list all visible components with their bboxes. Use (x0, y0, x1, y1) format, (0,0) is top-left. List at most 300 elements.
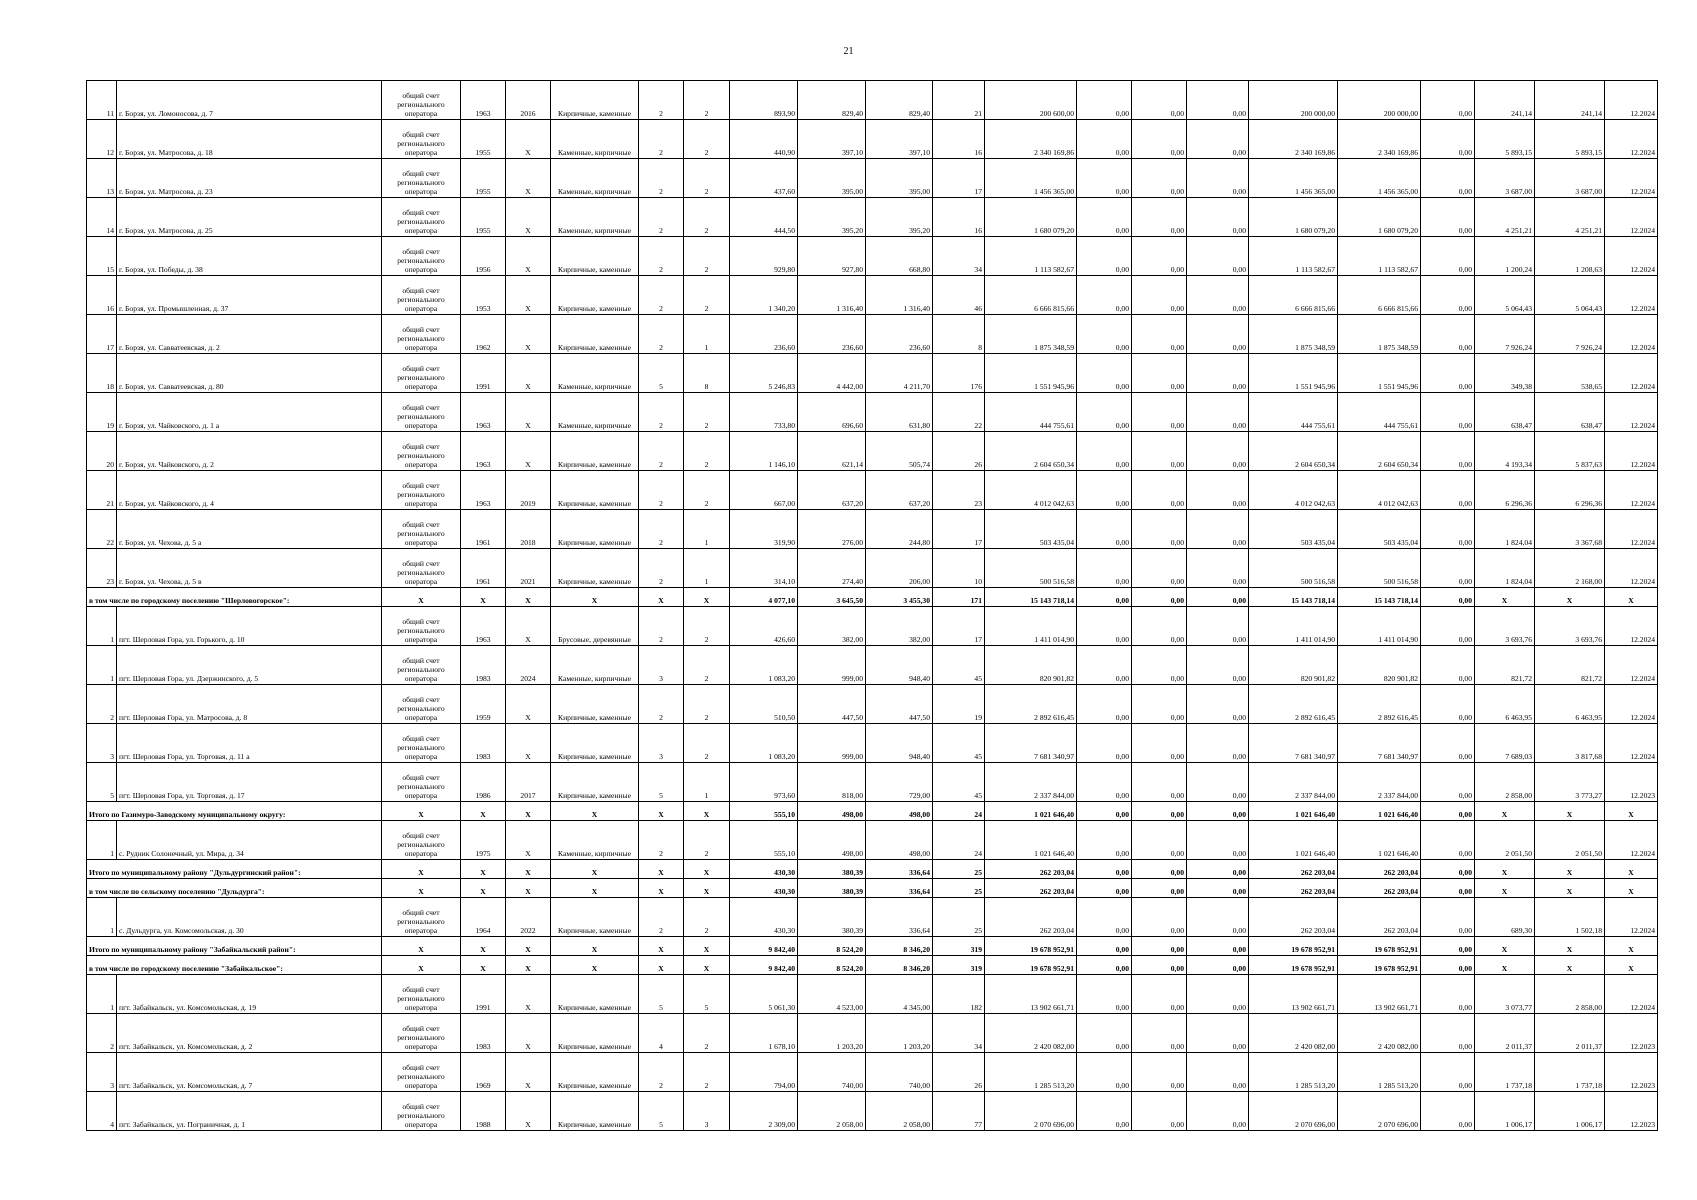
value-cell-c1: 5 064,43 (1475, 276, 1535, 315)
value-cell-s2: 0,00 (1077, 81, 1132, 120)
value-cell-s4: 0,00 (1187, 898, 1249, 937)
account-type-cell: общий счет регионального оператора (382, 120, 461, 159)
year-built-cell: 1991 (461, 354, 506, 393)
wall-material-cell: Кирпичные, каменные (551, 685, 639, 724)
value-cell-a3: 206,00 (866, 549, 933, 588)
row-number: 1 (87, 646, 117, 685)
value-cell-s4: 0,00 (1187, 1053, 1249, 1092)
value-cell-a1: 430,30 (730, 898, 798, 937)
value-cell-s1: 2 892 616,45 (985, 685, 1077, 724)
value-cell-a2: 927,80 (798, 237, 866, 276)
row-number: 3 (87, 724, 117, 763)
year-built-cell: 1955 (461, 120, 506, 159)
value-cell-s2: 0,00 (1077, 471, 1132, 510)
entrances-cell: 2 (684, 276, 730, 315)
value-cell-s4: 0,00 (1187, 802, 1249, 821)
value-cell-s2: 0,00 (1077, 315, 1132, 354)
value-cell-c1: 689,30 (1475, 898, 1535, 937)
value-cell-a3: 498,00 (866, 821, 933, 860)
value-cell-s4: 0,00 (1187, 860, 1249, 879)
value-cell-s3: 0,00 (1132, 821, 1187, 860)
value-cell-s1: 503 435,04 (985, 510, 1077, 549)
value-cell-res: 34 (933, 1014, 985, 1053)
value-cell-s5: 500 516,58 (1249, 549, 1338, 588)
address-cell: г. Борзя, ул. Чайковского, д. 4 (117, 471, 382, 510)
floors-cell: 4 (639, 1014, 684, 1053)
year-last-repair-cell: Х (506, 937, 551, 956)
account-type-cell: общий счет регионального оператора (382, 159, 461, 198)
row-number: 1 (87, 898, 117, 937)
entrances-cell: 8 (684, 354, 730, 393)
floors-cell: 2 (639, 120, 684, 159)
year-last-repair-cell: Х (506, 354, 551, 393)
value-cell-a3: 336,64 (866, 898, 933, 937)
value-cell-dt: 12.2024 (1605, 276, 1658, 315)
value-cell-a1: 314,10 (730, 549, 798, 588)
value-cell-c2: 1 208,63 (1535, 237, 1605, 276)
wall-material-cell: Кирпичные, каменные (551, 81, 639, 120)
value-cell-c1: 1 200,24 (1475, 237, 1535, 276)
value-cell-a2: 8 524,20 (798, 956, 866, 975)
value-cell-a3: 498,00 (866, 802, 933, 821)
year-last-repair-cell: Х (506, 120, 551, 159)
value-cell-a3: 236,60 (866, 315, 933, 354)
table-row (87, 898, 1658, 937)
value-cell-c2: Х (1535, 879, 1605, 898)
floors-cell: 2 (639, 471, 684, 510)
value-cell-s1: 820 901,82 (985, 646, 1077, 685)
entrances-cell: Х (684, 879, 730, 898)
value-cell-a3: 382,00 (866, 607, 933, 646)
year-built-cell: 1963 (461, 471, 506, 510)
value-cell-s1: 1 411 014,90 (985, 607, 1077, 646)
entrances-cell: Х (684, 802, 730, 821)
table-row (87, 975, 1658, 1014)
row-number: 16 (87, 276, 117, 315)
value-cell-a1: 4 077,10 (730, 588, 798, 607)
address-cell: пгт. Забайкальск, ул. Пограничная, д. 1 (117, 1092, 382, 1131)
value-cell-s7: 0,00 (1421, 471, 1475, 510)
value-cell-s5: 820 901,82 (1249, 646, 1338, 685)
value-cell-s2: 0,00 (1077, 937, 1132, 956)
account-type-cell: общий счет регионального оператора (382, 315, 461, 354)
year-built-cell: 1955 (461, 198, 506, 237)
value-cell-s3: 0,00 (1132, 763, 1187, 802)
value-cell-s4: 0,00 (1187, 879, 1249, 898)
value-cell-s6: 444 755,61 (1338, 393, 1421, 432)
value-cell-s3: 0,00 (1132, 198, 1187, 237)
value-cell-res: 25 (933, 879, 985, 898)
value-cell-a3: 668,80 (866, 237, 933, 276)
account-type-cell: Х (382, 879, 461, 898)
value-cell-s4: 0,00 (1187, 646, 1249, 685)
value-cell-a1: 973,60 (730, 763, 798, 802)
value-cell-a3: 1 203,20 (866, 1014, 933, 1053)
floors-cell: Х (639, 588, 684, 607)
value-cell-s1: 15 143 718,14 (985, 588, 1077, 607)
table-row (87, 432, 1658, 471)
value-cell-c1: 6 463,95 (1475, 685, 1535, 724)
year-built-cell: 1988 (461, 1092, 506, 1131)
value-cell-dt: 12.2024 (1605, 159, 1658, 198)
floors-cell: 3 (639, 724, 684, 763)
account-type-cell: общий счет регионального оператора (382, 393, 461, 432)
value-cell-res: 319 (933, 956, 985, 975)
subtotal-row (87, 802, 1658, 821)
value-cell-a2: 397,10 (798, 120, 866, 159)
entrances-cell: Х (684, 588, 730, 607)
wall-material-cell: Кирпичные, каменные (551, 763, 639, 802)
value-cell-s6: 2 337 844,00 (1338, 763, 1421, 802)
value-cell-a2: 818,00 (798, 763, 866, 802)
value-cell-a3: 948,40 (866, 724, 933, 763)
row-number: 17 (87, 315, 117, 354)
value-cell-c1: 1 006,17 (1475, 1092, 1535, 1131)
table-row (87, 315, 1658, 354)
entrances-cell: 2 (684, 393, 730, 432)
address-cell: пгт. Шерловая Гора, ул. Горького, д. 10 (117, 607, 382, 646)
value-cell-dt: Х (1605, 860, 1658, 879)
value-cell-s1: 2 340 169,86 (985, 120, 1077, 159)
row-number: 23 (87, 549, 117, 588)
year-last-repair-cell: 2016 (506, 81, 551, 120)
year-built-cell: Х (461, 937, 506, 956)
row-number: 1 (87, 975, 117, 1014)
value-cell-s7: 0,00 (1421, 646, 1475, 685)
value-cell-c1: 7 926,24 (1475, 315, 1535, 354)
year-built-cell: Х (461, 588, 506, 607)
value-cell-a1: 426,60 (730, 607, 798, 646)
table-row (87, 821, 1658, 860)
value-cell-s7: 0,00 (1421, 1053, 1475, 1092)
value-cell-res: 77 (933, 1092, 985, 1131)
value-cell-c1: 3 687,00 (1475, 159, 1535, 198)
value-cell-s2: 0,00 (1077, 393, 1132, 432)
value-cell-c2: 4 251,21 (1535, 198, 1605, 237)
value-cell-res: 10 (933, 549, 985, 588)
value-cell-s2: 0,00 (1077, 898, 1132, 937)
value-cell-s4: 0,00 (1187, 510, 1249, 549)
wall-material-cell: Каменные, кирпичные (551, 159, 639, 198)
value-cell-s5: 1 411 014,90 (1249, 607, 1338, 646)
floors-cell: 2 (639, 276, 684, 315)
value-cell-s6: 1 875 348,59 (1338, 315, 1421, 354)
entrances-cell: 1 (684, 315, 730, 354)
value-cell-s3: 0,00 (1132, 276, 1187, 315)
value-cell-a3: 637,20 (866, 471, 933, 510)
value-cell-a2: 8 524,20 (798, 937, 866, 956)
value-cell-s2: 0,00 (1077, 860, 1132, 879)
value-cell-a2: 276,00 (798, 510, 866, 549)
value-cell-s4: 0,00 (1187, 724, 1249, 763)
wall-material-cell: Х (551, 802, 639, 821)
value-cell-s5: 13 902 661,71 (1249, 975, 1338, 1014)
value-cell-a2: 498,00 (798, 821, 866, 860)
value-cell-s6: 262 203,04 (1338, 879, 1421, 898)
value-cell-s7: 0,00 (1421, 588, 1475, 607)
value-cell-s6: 1 456 365,00 (1338, 159, 1421, 198)
value-cell-s1: 7 681 340,97 (985, 724, 1077, 763)
value-cell-a2: 3 645,50 (798, 588, 866, 607)
year-built-cell: 1983 (461, 724, 506, 763)
value-cell-s6: 2 892 616,45 (1338, 685, 1421, 724)
year-last-repair-cell: Х (506, 879, 551, 898)
value-cell-c1: 1 824,04 (1475, 510, 1535, 549)
value-cell-a2: 274,40 (798, 549, 866, 588)
entrances-cell: 2 (684, 198, 730, 237)
value-cell-s2: 0,00 (1077, 432, 1132, 471)
entrances-cell: 1 (684, 549, 730, 588)
value-cell-s3: 0,00 (1132, 393, 1187, 432)
value-cell-s6: 1 285 513,20 (1338, 1053, 1421, 1092)
value-cell-s5: 262 203,04 (1249, 860, 1338, 879)
value-cell-res: 34 (933, 237, 985, 276)
value-cell-s4: 0,00 (1187, 1014, 1249, 1053)
address-cell: пгт. Забайкальск, ул. Комсомольская, д. 7 (117, 1053, 382, 1092)
row-number: 2 (87, 685, 117, 724)
value-cell-a2: 380,39 (798, 898, 866, 937)
floors-cell: Х (639, 937, 684, 956)
row-number: 11 (87, 81, 117, 120)
value-cell-s2: 0,00 (1077, 237, 1132, 276)
value-cell-s4: 0,00 (1187, 237, 1249, 276)
value-cell-s5: 7 681 340,97 (1249, 724, 1338, 763)
value-cell-res: 24 (933, 802, 985, 821)
value-cell-res: 45 (933, 763, 985, 802)
value-cell-dt: 12.2024 (1605, 549, 1658, 588)
year-last-repair-cell: 2018 (506, 510, 551, 549)
wall-material-cell: Кирпичные, каменные (551, 1053, 639, 1092)
value-cell-c2: Х (1535, 956, 1605, 975)
value-cell-a1: 5 061,30 (730, 975, 798, 1014)
value-cell-s3: 0,00 (1132, 432, 1187, 471)
entrances-cell: 3 (684, 1092, 730, 1131)
year-built-cell: 1983 (461, 646, 506, 685)
value-cell-s1: 2 420 082,00 (985, 1014, 1077, 1053)
value-cell-s2: 0,00 (1077, 120, 1132, 159)
value-cell-s2: 0,00 (1077, 802, 1132, 821)
year-built-cell: 1956 (461, 237, 506, 276)
value-cell-c1: 3 073,77 (1475, 975, 1535, 1014)
value-cell-s4: 0,00 (1187, 81, 1249, 120)
account-type-cell: общий счет регионального оператора (382, 198, 461, 237)
value-cell-s7: 0,00 (1421, 879, 1475, 898)
table-row (87, 1053, 1658, 1092)
value-cell-c1: 349,38 (1475, 354, 1535, 393)
value-cell-a2: 4 442,00 (798, 354, 866, 393)
value-cell-s1: 200 600,00 (985, 81, 1077, 120)
year-built-cell: 1953 (461, 276, 506, 315)
value-cell-c2: Х (1535, 588, 1605, 607)
value-cell-s5: 503 435,04 (1249, 510, 1338, 549)
value-cell-a3: 4 211,70 (866, 354, 933, 393)
value-cell-res: 17 (933, 159, 985, 198)
value-cell-s7: 0,00 (1421, 276, 1475, 315)
value-cell-s2: 0,00 (1077, 607, 1132, 646)
address-cell: пгт. Шерловая Гора, ул. Торговая, д. 17 (117, 763, 382, 802)
value-cell-a2: 382,00 (798, 607, 866, 646)
value-cell-s2: 0,00 (1077, 588, 1132, 607)
value-cell-s5: 1 456 365,00 (1249, 159, 1338, 198)
floors-cell: 2 (639, 685, 684, 724)
year-last-repair-cell: Х (506, 393, 551, 432)
wall-material-cell: Каменные, кирпичные (551, 198, 639, 237)
value-cell-s7: 0,00 (1421, 763, 1475, 802)
value-cell-a3: 729,00 (866, 763, 933, 802)
value-cell-dt: 12.2023 (1605, 1092, 1658, 1131)
value-cell-s4: 0,00 (1187, 120, 1249, 159)
address-cell: пгт. Шерловая Гора, ул. Торговая, д. 11 а (117, 724, 382, 763)
address-cell: г. Борзя, ул. Чехова, д. 5 в (117, 549, 382, 588)
table-row (87, 1092, 1658, 1131)
value-cell-s7: 0,00 (1421, 432, 1475, 471)
value-cell-s3: 0,00 (1132, 159, 1187, 198)
value-cell-c2: 3 773,27 (1535, 763, 1605, 802)
value-cell-dt: 12.2024 (1605, 685, 1658, 724)
value-cell-s7: 0,00 (1421, 975, 1475, 1014)
entrances-cell: 2 (684, 1053, 730, 1092)
value-cell-c2: 2 051,50 (1535, 821, 1605, 860)
table-row (87, 237, 1658, 276)
value-cell-s6: 2 420 082,00 (1338, 1014, 1421, 1053)
value-cell-c2: Х (1535, 937, 1605, 956)
value-cell-s3: 0,00 (1132, 937, 1187, 956)
value-cell-a1: 510,50 (730, 685, 798, 724)
account-type-cell: Х (382, 860, 461, 879)
value-cell-res: 19 (933, 685, 985, 724)
value-cell-s7: 0,00 (1421, 956, 1475, 975)
wall-material-cell: Кирпичные, каменные (551, 432, 639, 471)
floors-cell: 2 (639, 315, 684, 354)
row-number: 22 (87, 510, 117, 549)
floors-cell: 2 (639, 198, 684, 237)
value-cell-s6: 1 411 014,90 (1338, 607, 1421, 646)
account-type-cell: Х (382, 802, 461, 821)
value-cell-s2: 0,00 (1077, 354, 1132, 393)
value-cell-s4: 0,00 (1187, 159, 1249, 198)
account-type-cell: общий счет регионального оператора (382, 1014, 461, 1053)
value-cell-s4: 0,00 (1187, 975, 1249, 1014)
table-row (87, 276, 1658, 315)
value-cell-s5: 262 203,04 (1249, 879, 1338, 898)
value-cell-a2: 395,00 (798, 159, 866, 198)
value-cell-a3: 395,00 (866, 159, 933, 198)
value-cell-s4: 0,00 (1187, 276, 1249, 315)
value-cell-a1: 440,90 (730, 120, 798, 159)
year-built-cell: Х (461, 802, 506, 821)
value-cell-s5: 6 666 815,66 (1249, 276, 1338, 315)
value-cell-s7: 0,00 (1421, 937, 1475, 956)
value-cell-a2: 236,60 (798, 315, 866, 354)
value-cell-a3: 395,20 (866, 198, 933, 237)
value-cell-s7: 0,00 (1421, 860, 1475, 879)
value-cell-s5: 15 143 718,14 (1249, 588, 1338, 607)
value-cell-s6: 1 021 646,40 (1338, 821, 1421, 860)
value-cell-res: 45 (933, 724, 985, 763)
value-cell-c1: 6 296,36 (1475, 471, 1535, 510)
value-cell-dt: Х (1605, 588, 1658, 607)
value-cell-a3: 2 058,00 (866, 1092, 933, 1131)
value-cell-s3: 0,00 (1132, 510, 1187, 549)
value-cell-s3: 0,00 (1132, 646, 1187, 685)
floors-cell: Х (639, 860, 684, 879)
year-last-repair-cell: Х (506, 1053, 551, 1092)
year-last-repair-cell: 2024 (506, 646, 551, 685)
value-cell-s7: 0,00 (1421, 607, 1475, 646)
year-built-cell: Х (461, 879, 506, 898)
floors-cell: 2 (639, 432, 684, 471)
value-cell-s1: 262 203,04 (985, 898, 1077, 937)
value-cell-c2: 638,47 (1535, 393, 1605, 432)
floors-cell: 5 (639, 975, 684, 1014)
subtotal-label: в том числе по городскому поселению "Забайкальское": (87, 956, 382, 975)
value-cell-c1: 4 251,21 (1475, 198, 1535, 237)
value-cell-s6: 2 070 696,00 (1338, 1092, 1421, 1131)
entrances-cell: 2 (684, 821, 730, 860)
value-cell-c2: 538,65 (1535, 354, 1605, 393)
value-cell-s6: 19 678 952,91 (1338, 956, 1421, 975)
account-type-cell: общий счет регионального оператора (382, 549, 461, 588)
row-number: 1 (87, 607, 117, 646)
value-cell-s7: 0,00 (1421, 159, 1475, 198)
year-built-cell: 1961 (461, 510, 506, 549)
value-cell-s1: 2 604 650,34 (985, 432, 1077, 471)
value-cell-res: 8 (933, 315, 985, 354)
account-type-cell: общий счет регионального оператора (382, 821, 461, 860)
value-cell-s1: 444 755,61 (985, 393, 1077, 432)
value-cell-dt: 12.2024 (1605, 120, 1658, 159)
value-cell-s1: 1 875 348,59 (985, 315, 1077, 354)
value-cell-res: 25 (933, 898, 985, 937)
value-cell-s3: 0,00 (1132, 1092, 1187, 1131)
wall-material-cell: Кирпичные, каменные (551, 1092, 639, 1131)
address-cell: г. Борзя, ул. Промышленная, д. 37 (117, 276, 382, 315)
page-number: 21 (843, 46, 854, 57)
value-cell-c1: 5 893,15 (1475, 120, 1535, 159)
value-cell-s6: 1 113 582,67 (1338, 237, 1421, 276)
value-cell-res: 26 (933, 1053, 985, 1092)
value-cell-c1: 7 689,03 (1475, 724, 1535, 763)
floors-cell: Х (639, 956, 684, 975)
value-cell-dt: 12.2023 (1605, 1014, 1658, 1053)
value-cell-res: 25 (933, 860, 985, 879)
value-cell-dt: 12.2024 (1605, 471, 1658, 510)
value-cell-a1: 794,00 (730, 1053, 798, 1092)
table-body (87, 81, 1658, 1131)
value-cell-c1: Х (1475, 860, 1535, 879)
floors-cell: 2 (639, 607, 684, 646)
year-built-cell: Х (461, 860, 506, 879)
floors-cell: Х (639, 879, 684, 898)
year-last-repair-cell: Х (506, 315, 551, 354)
entrances-cell: 1 (684, 510, 730, 549)
value-cell-s1: 1 551 945,96 (985, 354, 1077, 393)
value-cell-c2: Х (1535, 860, 1605, 879)
value-cell-a1: 555,10 (730, 802, 798, 821)
value-cell-c1: 2 051,50 (1475, 821, 1535, 860)
value-cell-s5: 1 551 945,96 (1249, 354, 1338, 393)
value-cell-s4: 0,00 (1187, 685, 1249, 724)
value-cell-c2: 2 011,37 (1535, 1014, 1605, 1053)
value-cell-s2: 0,00 (1077, 763, 1132, 802)
value-cell-dt: 12.2024 (1605, 354, 1658, 393)
subtotal-row (87, 588, 1658, 607)
table-row (87, 646, 1658, 685)
value-cell-s1: 19 678 952,91 (985, 937, 1077, 956)
value-cell-dt: 12.2024 (1605, 510, 1658, 549)
row-number: 13 (87, 159, 117, 198)
year-last-repair-cell: Х (506, 821, 551, 860)
